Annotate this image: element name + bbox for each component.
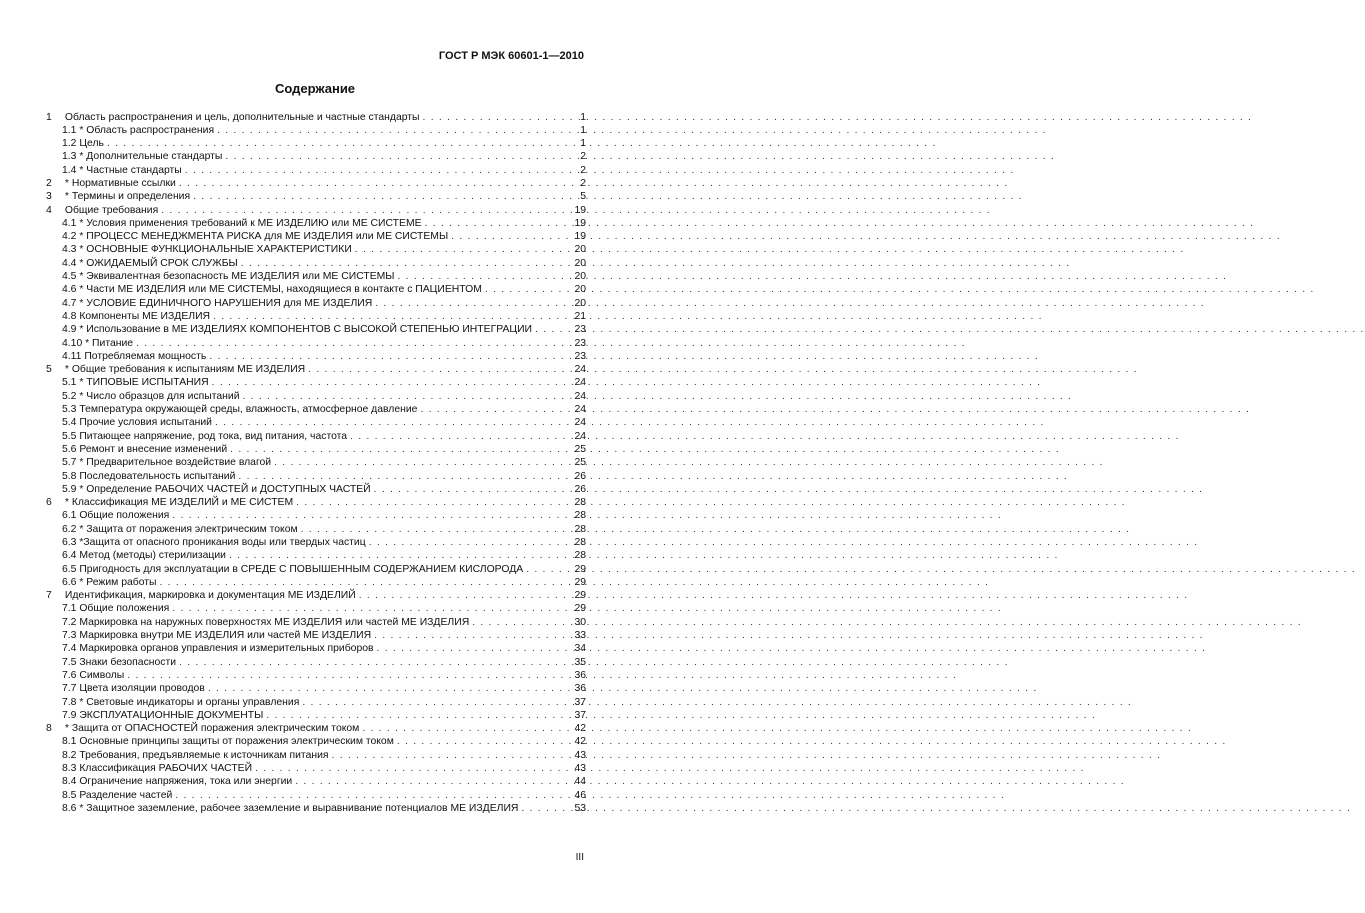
- toc-entry-title: Ограничение напряжения, тока или энергии: [76, 776, 293, 788]
- toc-entry-page: 24: [574, 404, 586, 416]
- toc-entry-title: * Условия применения требований к МЕ ИЗДЕЛИЮ или МЕ СИСТЕМЕ: [76, 217, 422, 229]
- toc-entry-page: 24: [574, 390, 586, 402]
- toc-entry-number: 5.6: [62, 443, 77, 455]
- toc-entry-number: 7.1: [62, 603, 77, 615]
- toc-entry[interactable]: [46, 762, 586, 775]
- toc-entry-page: 1: [580, 138, 586, 150]
- toc-entry[interactable]: [46, 483, 586, 496]
- toc-entry-page: 37: [574, 696, 586, 708]
- toc-entry[interactable]: [46, 177, 586, 190]
- toc-entry[interactable]: [46, 749, 586, 762]
- toc-entry-title: * Защита от поражения электрическим током: [76, 523, 298, 535]
- toc-leader-dots: [271, 456, 554, 469]
- toc-entry-number: 4.9: [62, 324, 77, 336]
- toc-leader-dots: [359, 722, 554, 735]
- toc-entry-number: 4.11: [62, 350, 82, 362]
- toc-entry-title: * Использование в МЕ ИЗДЕЛИЯХ КОМПОНЕНТОВ С ВЫСОКОЙ СТЕПЕНЬЮ ИНТЕГРАЦИИ: [76, 324, 533, 336]
- toc-entry-title: Разделение частей: [76, 789, 173, 801]
- toc-leader-dots: [205, 682, 554, 695]
- toc-entry[interactable]: [46, 589, 586, 602]
- toc-leader-dots: [420, 111, 554, 124]
- toc-entry-title: ЭКСПЛУАТАЦИОННЫЕ ДОКУМЕНТЫ: [76, 709, 264, 721]
- toc-entry-page: 36: [574, 683, 586, 695]
- toc-entry[interactable]: [46, 390, 586, 403]
- toc-leader-dots: [206, 350, 554, 363]
- toc-entry[interactable]: [46, 696, 586, 709]
- toc-entry[interactable]: [46, 576, 586, 589]
- toc-entry-number: 5.3: [62, 404, 77, 416]
- toc-leader-dots: [176, 656, 554, 669]
- toc-entry-number: 6.4: [62, 550, 77, 562]
- toc-entry[interactable]: [46, 376, 586, 389]
- toc-leader-dots: [366, 536, 554, 549]
- toc-entry-title: * Питание: [82, 337, 134, 349]
- toc-entry-number: 6.6: [62, 576, 77, 588]
- toc-entry[interactable]: [46, 443, 586, 456]
- toc-entry-number: 5.5: [62, 430, 77, 442]
- toc-leader-dots: [518, 802, 554, 815]
- toc-entry-page: 1: [580, 124, 586, 136]
- toc-leader-dots: [372, 297, 554, 310]
- toc-leader-dots: [238, 257, 554, 270]
- toc-entry-page: 28: [574, 510, 586, 522]
- toc-entry-page: 24: [574, 417, 586, 429]
- toc-entry-number: 1.3: [62, 151, 77, 163]
- toc-entry[interactable]: [46, 164, 586, 177]
- toc-leader-dots: [329, 749, 554, 762]
- toc-leader-dots: [394, 735, 554, 748]
- toc-entry[interactable]: [46, 456, 586, 469]
- toc-leader-dots: [176, 177, 554, 190]
- toc-entry[interactable]: [46, 656, 586, 669]
- toc-entry-page: 2: [580, 177, 586, 189]
- toc-entry-title: Знаки безопасности: [76, 656, 177, 668]
- toc-entry-page: 29: [574, 576, 586, 588]
- toc-entry-number: 4.2: [62, 231, 77, 243]
- toc-leader-dots: [469, 616, 554, 629]
- toc-entry-page: 34: [574, 643, 586, 655]
- toc-entry-number: 5.8: [62, 470, 77, 482]
- toc-entry-number: 4.3: [62, 244, 77, 256]
- toc-entry[interactable]: [46, 602, 586, 615]
- toc-entry-number: 8.3: [62, 763, 77, 775]
- toc-entry-number: 1.4: [62, 164, 77, 176]
- toc-leader-dots: [209, 376, 554, 389]
- toc-leader-dots: [371, 629, 554, 642]
- toc-entry[interactable]: [46, 775, 586, 788]
- toc-entry-page: 23: [574, 337, 586, 349]
- toc-entry-page: 53: [574, 802, 586, 814]
- toc-entry[interactable]: [46, 523, 586, 536]
- toc-leader-dots: [371, 483, 554, 496]
- toc-entry-number: 8: [46, 723, 52, 735]
- toc-entry-page: 20: [574, 284, 586, 296]
- toc-entry-page: 19: [574, 231, 586, 243]
- toc-entry-page: 25: [574, 443, 586, 455]
- toc-entry[interactable]: [46, 283, 586, 296]
- toc-leader-dots: [190, 190, 554, 203]
- toc-entry-page: 26: [574, 470, 586, 482]
- toc-leader-dots: [417, 403, 554, 416]
- toc-leader-dots: [158, 204, 554, 217]
- toc-leader-dots: [124, 669, 554, 682]
- toc-entry[interactable]: [46, 629, 586, 642]
- toc-entry-page: 2: [580, 151, 586, 163]
- toc-entry-number: 4.1: [62, 217, 77, 229]
- toc-leader-dots: [226, 549, 554, 562]
- toc-entry-title: * Защита от ОПАСНОСТЕЙ поражения электрическим током: [62, 723, 360, 735]
- toc-leader-dots: [212, 416, 554, 429]
- toc-leader-dots: [299, 696, 554, 709]
- toc-entry-page: 24: [574, 377, 586, 389]
- toc-entry-title: * Эквивалентная безопасность МЕ ИЗДЕЛИЯ или МЕ СИСТЕМЫ: [76, 271, 395, 283]
- toc-entry-number: 5.9: [62, 483, 77, 495]
- toc-leader-dots: [292, 775, 554, 788]
- toc-entry-title: Основные принципы защиты от поражения электрическим током: [76, 736, 394, 748]
- toc-entry-page: 28: [574, 523, 586, 535]
- toc-entry-title: Пригодность для эксплуатации в СРЕДЕ С ПОВЫШЕННЫМ СОДЕРЖАНИЕМ КИСЛОРОДА: [76, 563, 524, 575]
- toc-entry-title: Ремонт и внесение изменений: [76, 443, 228, 455]
- toc-leader-dots: [422, 217, 554, 230]
- page-number: III: [575, 852, 584, 863]
- toc-entry[interactable]: [46, 682, 586, 695]
- toc-leader-dots: [210, 310, 554, 323]
- toc-entry-page: 43: [574, 749, 586, 761]
- toc-entry-title: Цвета изоляции проводов: [76, 683, 205, 695]
- toc-leader-dots: [298, 523, 554, 536]
- toc-entry-title: Цель: [76, 138, 104, 150]
- toc-entry-page: 43: [574, 763, 586, 775]
- toc-entry[interactable]: [46, 124, 586, 137]
- toc-entry-page: 36: [574, 669, 586, 681]
- toc-entry-page: 19: [574, 204, 586, 216]
- toc-entry[interactable]: [46, 403, 586, 416]
- toc-entry-number: 4: [46, 204, 52, 216]
- toc-leader-dots: [172, 789, 554, 802]
- toc-entry[interactable]: [46, 802, 586, 815]
- toc-entry[interactable]: [46, 190, 586, 203]
- toc-leader-dots: [263, 709, 554, 722]
- toc-entry-title: * Предварительное воздействие влагой: [76, 457, 272, 469]
- toc-entry-number: 1.2: [62, 138, 77, 150]
- toc-entry-number: 1.1: [62, 124, 77, 136]
- toc-leader-dots: [214, 124, 554, 137]
- toc-entry-page: 20: [574, 257, 586, 269]
- toc-entry-page: 44: [574, 776, 586, 788]
- toc-entry-page: 20: [574, 244, 586, 256]
- toc-entry-page: 2: [580, 164, 586, 176]
- toc-entry-page: 5: [580, 191, 586, 203]
- toc-leader-dots: [227, 443, 554, 456]
- toc-entry-title: Идентификация, маркировка и документация МЕ ИЗДЕЛИЙ: [62, 590, 356, 602]
- standard-header: ГОСТ Р МЭК 60601-1—2010: [438, 50, 584, 62]
- toc-entry-number: 4.10: [62, 337, 83, 349]
- toc-entry-page: 1: [580, 111, 586, 123]
- toc-entry-page: 28: [574, 550, 586, 562]
- toc-entry-number: 4.8: [62, 310, 77, 322]
- toc-entry-title: * Число образцов для испытаний: [76, 390, 240, 402]
- table-of-contents: [46, 111, 586, 816]
- toc-leader-dots: [347, 430, 554, 443]
- toc-entry[interactable]: [46, 350, 586, 363]
- toc-leader-dots: [482, 283, 554, 296]
- toc-entry-title: Питающее напряжение, род тока, вид питания, частота: [76, 430, 348, 442]
- toc-entry-title: * ОЖИДАЕМЫЙ СРОК СЛУЖБЫ: [76, 257, 238, 269]
- toc-entry[interactable]: [46, 310, 586, 323]
- toc-entry-number: 8.5: [62, 789, 77, 801]
- toc-entry[interactable]: [46, 470, 586, 483]
- toc-entry[interactable]: [46, 137, 586, 150]
- toc-entry[interactable]: [46, 416, 586, 429]
- toc-entry-page: 21: [574, 310, 586, 322]
- toc-entry-title: Классификация РАБОЧИХ ЧАСТЕЙ: [76, 763, 253, 775]
- toc-entry[interactable]: [46, 496, 586, 509]
- toc-entry-page: 29: [574, 603, 586, 615]
- toc-entry[interactable]: [46, 323, 586, 336]
- toc-entry-title: Температура окружающей среды, влажность, атмосферное давление: [76, 404, 418, 416]
- toc-entry-number: 8.1: [62, 736, 77, 748]
- toc-entry-title: Маркировка на наружных поверхностях МЕ ИЗДЕЛИЯ или частей МЕ ИЗДЕЛИЯ: [76, 616, 470, 628]
- toc-entry-page: 20: [574, 271, 586, 283]
- toc-entry-page: 46: [574, 789, 586, 801]
- toc-entry[interactable]: [46, 297, 586, 310]
- toc-entry-title: * ОСНОВНЫЕ ФУНКЦИОНАЛЬНЫЕ ХАРАКТЕРИСТИКИ: [76, 244, 352, 256]
- toc-entry-number: 6.3: [62, 537, 77, 548]
- toc-entry-number: 8.6: [62, 802, 77, 814]
- toc-leader-dots: [169, 509, 554, 522]
- toc-entry-page: 42: [574, 723, 586, 735]
- toc-entry[interactable]: [46, 642, 586, 655]
- toc-entry-page: 28: [574, 537, 586, 548]
- toc-leader-dots: [133, 337, 554, 350]
- toc-entry-page: 25: [574, 457, 586, 469]
- toc-entry-number: 6: [46, 497, 52, 509]
- toc-entry-title: Последовательность испытаний: [76, 470, 236, 482]
- toc-leader-dots: [104, 137, 554, 150]
- toc-entry-page: 24: [574, 430, 586, 442]
- toc-entry-title: * Режим работы: [76, 576, 157, 588]
- toc-entry-page: 37: [574, 709, 586, 721]
- toc-entry[interactable]: [46, 709, 586, 722]
- toc-entry-page: 24: [574, 364, 586, 376]
- toc-entry[interactable]: [46, 563, 586, 576]
- toc-entry[interactable]: [46, 111, 586, 124]
- toc-entry-number: 7.6: [62, 669, 77, 681]
- toc-entry-title: Метод (методы) стерилизации: [76, 550, 226, 562]
- toc-entry[interactable]: [46, 204, 586, 217]
- toc-entry[interactable]: [46, 509, 586, 522]
- toc-entry-number: 6.5: [62, 563, 77, 575]
- toc-entry[interactable]: [46, 669, 586, 682]
- toc-entry-page: 23: [574, 350, 586, 362]
- toc-entry-title: Общие положения: [76, 603, 170, 615]
- toc-entry-title: * Общие требования к испытаниям МЕ ИЗДЕЛИЯ: [62, 364, 306, 376]
- toc-entry-page: 29: [574, 590, 586, 602]
- toc-leader-dots: [156, 576, 554, 589]
- toc-leader-dots: [305, 363, 554, 376]
- toc-entry[interactable]: [46, 430, 586, 443]
- toc-entry-number: 4.7: [62, 297, 77, 309]
- toc-entry-number: 7.3: [62, 630, 77, 642]
- toc-entry-title: * Световые индикаторы и органы управления: [76, 696, 300, 708]
- toc-entry-title: * Дополнительные стандарты: [76, 151, 223, 163]
- toc-entry-title: Область распространения и цель, дополнительные и частные стандарты: [62, 111, 420, 123]
- toc-entry-title: Требования, предъявляемые к источникам питания: [76, 749, 329, 761]
- toc-entry-title: * Область распространения: [76, 124, 215, 136]
- toc-entry[interactable]: [46, 536, 586, 549]
- toc-entry-title: * Нормативные ссылки: [62, 177, 176, 189]
- toc-leader-dots: [169, 602, 554, 615]
- toc-entry-title: *Защита от опасного проникания воды или твердых частиц: [76, 537, 366, 548]
- toc-entry-number: 2: [46, 177, 52, 189]
- toc-entry-page: 19: [574, 217, 586, 229]
- toc-entry-number: 7.8: [62, 696, 77, 708]
- toc-leader-dots: [352, 243, 554, 256]
- toc-leader-dots: [235, 470, 554, 483]
- toc-entry-number: 6.1: [62, 510, 77, 522]
- toc-leader-dots: [240, 390, 555, 403]
- toc-leader-dots: [448, 230, 554, 243]
- toc-entry-page: 33: [574, 630, 586, 642]
- toc-entry-title: * Защитное заземление, рабочее заземление и выравнивание потенциалов МЕ ИЗДЕЛИЯ: [76, 802, 519, 814]
- toc-entry[interactable]: [46, 230, 586, 243]
- toc-entry-page: 28: [574, 497, 586, 509]
- toc-entry-title: * ТИПОВЫЕ ИСПЫТАНИЯ: [76, 377, 209, 389]
- toc-entry-title: * Классификация МЕ ИЗДЕЛИЙ и МЕ СИСТЕМ: [62, 497, 294, 509]
- toc-entry-title: * ПРОЦЕСС МЕНЕДЖМЕНТА РИСКА для МЕ ИЗДЕЛИЯ или МЕ СИСТЕМЫ: [76, 231, 449, 243]
- toc-entry-number: 7.2: [62, 616, 77, 628]
- toc-entry-page: 35: [574, 656, 586, 668]
- toc-entry-title: Прочие условия испытаний: [76, 417, 212, 429]
- toc-entry-number: 7.5: [62, 656, 77, 668]
- toc-entry-page: 29: [574, 563, 586, 575]
- toc-entry-title: Общие требования: [62, 204, 159, 216]
- toc-entry[interactable]: [46, 789, 586, 802]
- toc-leader-dots: [532, 323, 554, 336]
- toc-entry[interactable]: [46, 217, 586, 230]
- toc-entry-number: 7.9: [62, 709, 77, 721]
- toc-entry-page: 23: [574, 324, 586, 336]
- toc-leader-dots: [395, 270, 555, 283]
- toc-entry-number: 5.4: [62, 417, 77, 429]
- toc-entry-number: 7: [46, 590, 52, 602]
- toc-leader-dots: [222, 150, 554, 163]
- toc-entry[interactable]: [46, 257, 586, 270]
- toc-entry-number: 7.7: [62, 683, 77, 695]
- toc-entry-title: Маркировка органов управления и измерительных приборов: [76, 643, 374, 655]
- toc-leader-dots: [252, 762, 554, 775]
- toc-entry-number: 5: [46, 364, 52, 376]
- toc-entry-title: Маркировка внутри МЕ ИЗДЕЛИЯ или частей МЕ ИЗДЕЛИЯ: [76, 630, 372, 642]
- toc-entry[interactable]: [46, 616, 586, 629]
- toc-entry-page: 20: [574, 297, 586, 309]
- toc-entry-number: 1: [46, 111, 52, 123]
- toc-leader-dots: [182, 164, 554, 177]
- toc-entry[interactable]: [46, 337, 586, 350]
- toc-entry[interactable]: [46, 243, 586, 256]
- toc-entry-title: * Части МЕ ИЗДЕЛИЯ или МЕ СИСТЕМЫ, находящиеся в контакте с ПАЦИЕНТОМ: [76, 284, 482, 296]
- toc-entry-number: 5.2: [62, 390, 77, 402]
- toc-entry[interactable]: [46, 150, 586, 163]
- toc-entry-number: 5.7: [62, 457, 77, 469]
- page-title: Содержание: [274, 81, 356, 96]
- toc-entry-number: 8.2: [62, 749, 77, 761]
- toc-entry-page: 30: [574, 616, 586, 628]
- toc-entry-number: 8.4: [62, 776, 77, 788]
- toc-entry-page: 26: [574, 483, 586, 495]
- toc-entry[interactable]: [46, 363, 586, 376]
- toc-entry-number: 7.4: [62, 643, 77, 655]
- toc-leader-dots: [523, 563, 554, 576]
- toc-leader-dots: [293, 496, 554, 509]
- toc-entry-number: 5.1: [62, 377, 77, 389]
- toc-entry[interactable]: [46, 735, 586, 748]
- toc-entry-title: * УСЛОВИЕ ЕДИНИЧНОГО НАРУШЕНИЯ для МЕ ИЗДЕЛИЯ: [76, 297, 373, 309]
- toc-entry-number: 6.2: [62, 523, 77, 535]
- toc-entry[interactable]: [46, 722, 586, 735]
- toc-entry-number: 3: [46, 191, 52, 203]
- toc-entry[interactable]: [46, 270, 586, 283]
- toc-entry-title: * Термины и определения: [62, 191, 191, 203]
- toc-entry-title: Общие положения: [76, 510, 170, 522]
- toc-entry-title: Потребляемая мощность: [81, 350, 207, 362]
- toc-entry-title: * Определение РАБОЧИХ ЧАСТЕЙ и ДОСТУПНЫХ ЧАСТЕЙ: [76, 483, 371, 495]
- toc-entry-page: 42: [574, 736, 586, 748]
- toc-entry[interactable]: [46, 549, 586, 562]
- toc-entry-title: * Частные стандарты: [76, 164, 182, 176]
- toc-entry-title: Символы: [76, 669, 125, 681]
- toc-leader-dots: [374, 642, 554, 655]
- toc-entry-number: 4.5: [62, 271, 77, 283]
- toc-leader-dots: [356, 589, 554, 602]
- toc-entry-title: Компоненты МЕ ИЗДЕЛИЯ: [76, 310, 211, 322]
- toc-entry-number: 4.6: [62, 284, 77, 296]
- toc-entry-number: 4.4: [62, 257, 77, 269]
